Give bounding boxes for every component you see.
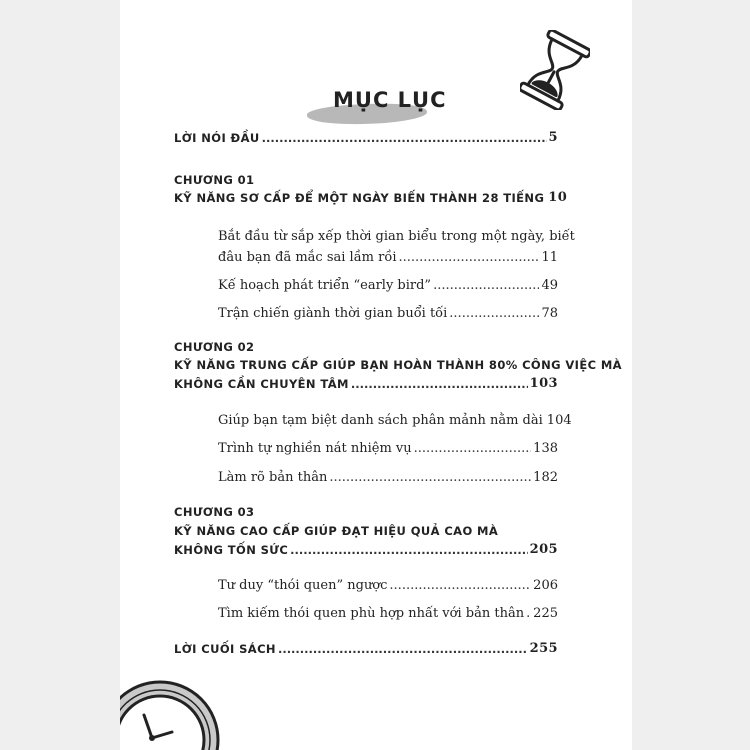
entry-label: LỜI NÓI ĐẦU [174, 131, 260, 145]
entry-label: Làm rõ bản thân [218, 470, 328, 485]
page-title: MỤC LỤC [333, 88, 447, 112]
toc-entry-chapter1[interactable] [174, 190, 568, 206]
chapter-number: CHƯƠNG 03 [174, 505, 255, 519]
page-number: 5 [548, 130, 558, 145]
dot-leader [262, 130, 547, 146]
chapter-title-line1: KỸ NĂNG TRUNG CẤP GIÚP BẠN HOÀN THÀNH 80% CÔNG VIỆC MÀ [174, 358, 622, 372]
dot-leader [433, 278, 539, 294]
toc-entry-2-2[interactable] [218, 441, 558, 457]
toc-entry-2-1[interactable] [218, 413, 572, 429]
toc-entry-3-2[interactable] [218, 606, 558, 622]
entry-label: Trình tự nghiền nát nhiệm vụ [218, 441, 412, 456]
toc-entry-2-3[interactable] [218, 470, 558, 486]
toc-entry-chapter2[interactable] [174, 376, 558, 392]
chapter-title-line1: KỸ NĂNG CAO CẤP GIÚP ĐẠT HIỆU QUẢ CAO MÀ [174, 524, 499, 538]
entry-label: Tư duy “thói quen” ngược [218, 578, 388, 593]
dot-leader [351, 376, 528, 392]
entry-label: Giúp bạn tạm biệt danh sách phân mảnh nằm dài [218, 413, 543, 428]
hourglass-icon [520, 30, 590, 110]
dot-leader [290, 542, 527, 558]
book-page [120, 0, 632, 750]
clock-icon [120, 660, 230, 750]
page-number: 10 [548, 190, 568, 205]
toc-entry-1-3[interactable] [218, 306, 558, 322]
dot-leader [329, 470, 531, 486]
toc-entry-chapter3[interactable] [174, 542, 558, 558]
entry-label-line1: Bắt đầu từ sắp xếp thời gian biểu trong một ngày, biết [218, 229, 575, 244]
toc-title-area [315, 82, 465, 130]
chapter-title: KHÔNG TỐN SỨC [174, 543, 289, 557]
toc-entry-1-2[interactable] [218, 278, 558, 294]
entry-label: Tìm kiếm thói quen phù hợp nhất với bản thân [218, 606, 525, 621]
chapter-title: KHÔNG CẦN CHUYÊN TÂM [174, 377, 349, 391]
entry-label: Kế hoạch phát triển “early bird” [218, 278, 432, 293]
page-number: 206 [533, 578, 558, 593]
chapter-number: CHƯƠNG 01 [174, 173, 255, 187]
entry-label: đâu bạn đã mắc sai lầm rồi [218, 250, 397, 265]
page-number: 182 [533, 470, 558, 485]
page-number: 255 [529, 641, 558, 656]
chapter-title: KỸ NĂNG SƠ CẤP ĐỂ MỘT NGÀY BIẾN THÀNH 28 TIẾNG [174, 191, 545, 205]
entry-label: LỜI CUỐI SÁCH [174, 642, 276, 656]
toc-entry-3-1[interactable] [218, 578, 558, 594]
page-number: 138 [533, 441, 558, 456]
dot-leader [526, 606, 531, 622]
page-number: 49 [541, 278, 558, 293]
page-number: 104 [546, 413, 572, 428]
toc-entry-1-1[interactable] [218, 250, 558, 266]
page-number: 225 [533, 606, 558, 621]
dot-leader [389, 578, 531, 594]
page-number: 78 [541, 306, 558, 321]
dot-leader [449, 306, 539, 322]
dot-leader [398, 250, 539, 266]
dot-leader [278, 641, 528, 657]
toc-entry-afterword[interactable] [174, 641, 558, 657]
page-number: 11 [541, 250, 558, 265]
page-number: 103 [529, 376, 558, 391]
toc-entry-preface[interactable] [174, 130, 558, 146]
chapter-number: CHƯƠNG 02 [174, 340, 255, 354]
page-number: 205 [529, 542, 558, 557]
entry-label: Trận chiến giành thời gian buổi tối [218, 306, 448, 321]
dot-leader [414, 441, 532, 457]
